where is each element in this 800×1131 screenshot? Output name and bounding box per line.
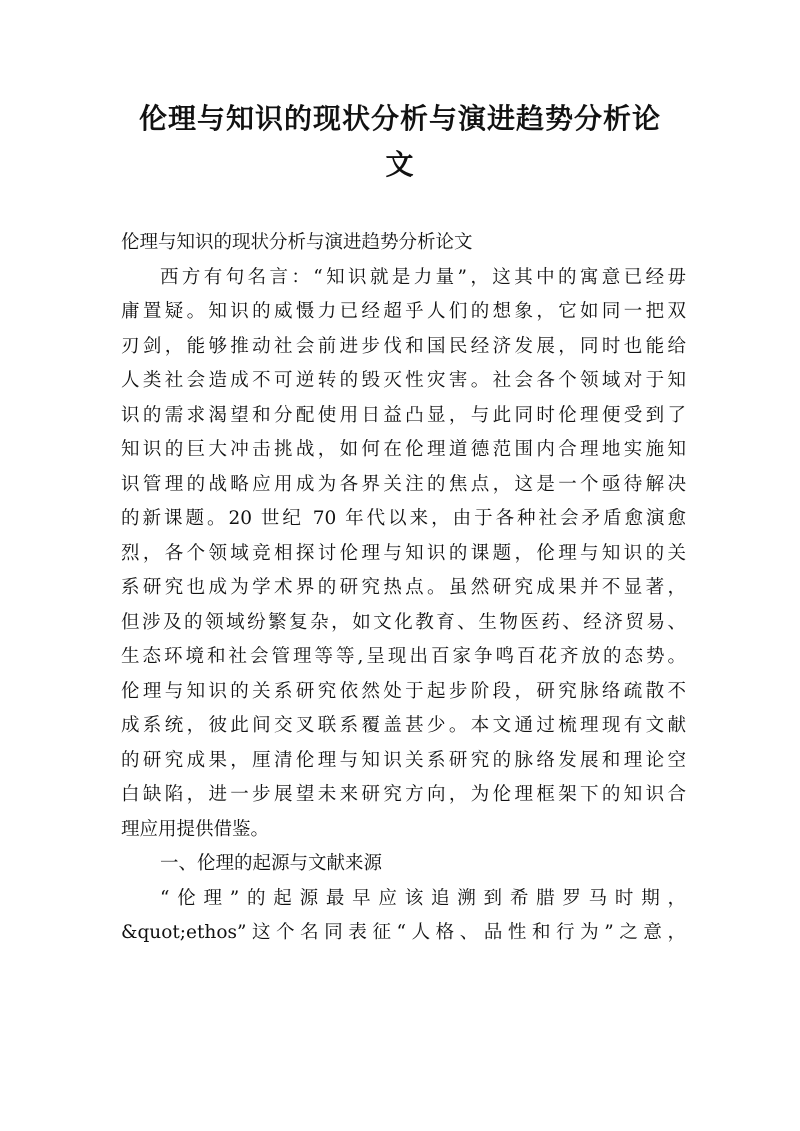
para1-line: 烈，各个领域竞相探讨伦理与知识的课题，伦理与知识的关 bbox=[121, 542, 686, 564]
para1-line: 识的需求渴望和分配使用日益凸显，与此同时伦理便受到了 bbox=[121, 404, 686, 426]
para1-line: 庸置疑。知识的威慑力已经超乎人们的想象，它如同一把双 bbox=[121, 301, 686, 322]
para1-line: 刃剑，能够推动社会前进步伐和国民经济发展，同时也能给 bbox=[121, 335, 686, 357]
para1-line: 的研究成果，厘清伦理与知识关系研究的脉络发展和理论空 bbox=[121, 749, 686, 771]
para2-line: “伦理”的起源最早应该追溯到希腊罗马时期， bbox=[160, 887, 686, 909]
title-line-1: 伦理与知识的现状分析与演进趋势分析论 bbox=[138, 102, 661, 135]
para1-line: 但涉及的领域纷繁复杂，如文化教育、生物医药、经济贸易、 bbox=[121, 611, 686, 633]
para1-line: 白缺陷，进一步展望未来研究方向，为伦理框架下的知识合 bbox=[121, 784, 686, 805]
para1-line: 系研究也成为学术界的研究热点。虽然研究成果并不显著， bbox=[121, 577, 686, 598]
para1-line: 伦理与知识的关系研究依然处于起步阶段，研究脉络疏散不 bbox=[121, 680, 686, 702]
title-line-2: 文 bbox=[385, 148, 415, 181]
para1-line: 理应用提供借鉴。 bbox=[121, 818, 270, 840]
document-title bbox=[110, 96, 690, 188]
para1-line: 成系统，彼此间交叉联系覆盖甚少。本文通过梳理现有文献 bbox=[121, 715, 686, 736]
para1-line: 识管理的战略应用成为各界关注的焦点，这是一个亟待解决 bbox=[121, 473, 686, 495]
para1-line: 的新课题。20 世纪 70 年代以来，由于各种社会矛盾愈演愈 bbox=[121, 508, 686, 529]
para1-line: 知识的巨大冲击挑战，如何在伦理道德范围内合理地实施知 bbox=[121, 439, 686, 460]
para1-line: 人类社会造成不可逆转的毁灭性灾害。社会各个领域对于知 bbox=[121, 370, 686, 391]
document-body bbox=[121, 226, 686, 951]
para1-line: 生态环境和社会管理等等,呈现出百家争鸣百花齐放的态势。 bbox=[121, 646, 686, 667]
document-subtitle: 伦理与知识的现状分析与演进趋势分析论文 bbox=[121, 232, 473, 253]
para2-line: &quot;ethos”这个名同表征“人格、品性和行为”之意， bbox=[121, 922, 686, 943]
para1-line: 西方有句名言：“知识就是力量”，这其中的寓意已经毋 bbox=[160, 266, 686, 288]
section-heading: 一、伦理的起源与文献来源 bbox=[160, 853, 383, 874]
